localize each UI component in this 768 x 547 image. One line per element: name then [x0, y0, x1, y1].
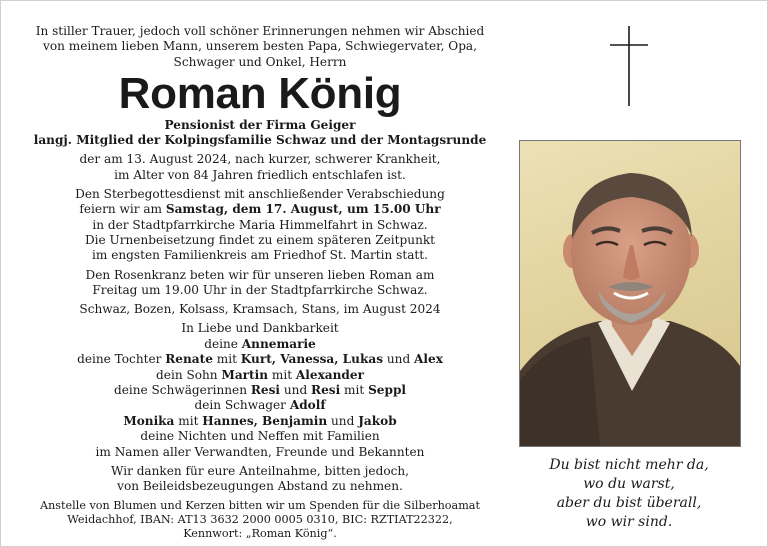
thanks-line: Wir danken für eure Anteilnahme, bitten jedoch, [110, 464, 410, 479]
thanks-block [30, 464, 490, 495]
family-line: deine Tochter Renate mit Kurt, Vanessa, Lukas und Alex [77, 352, 443, 367]
service-date: Samstag, dem 17. August, um 15.00 Uhr [165, 202, 441, 217]
rosary-block [30, 268, 490, 299]
poem-line: Du bist nicht mehr da, [549, 457, 709, 473]
service-line: im engsten Familienkreis am Friedhof St. Martin statt. [92, 248, 428, 263]
family-block [30, 321, 490, 460]
service-line: feiern wir am Samstag, dem 17. August, um 15.00 Uhr [79, 202, 441, 217]
family-line: dein Schwager Adolf [194, 398, 326, 413]
poem [520, 456, 738, 532]
intro-line: In stiller Trauer, jedoch voll schöner Erinnerungen nehmen wir Abschied [35, 24, 485, 38]
death-block [30, 152, 490, 183]
intro-line: von meinem lieben Mann, unserem besten Papa, Schwiegervater, Opa, [43, 39, 477, 54]
family-line: im Namen aller Verwandten, Freunde und Bekannten [95, 444, 425, 459]
poem-line: wo wir sind. [585, 514, 673, 530]
donation-block [30, 499, 490, 542]
donation-line: Weidachhof, IBAN: AT13 3632 2000 0005 0310, BIC: RZTIAT22322, [67, 512, 453, 526]
thanks-line: von Beileidsbezeugungen Abstand zu nehmen. [117, 479, 403, 494]
cross-icon [608, 26, 650, 106]
intro-block [30, 24, 490, 70]
donation-line: Anstelle von Blumen und Kerzen bitten wir um Spenden für die Silberhoamat [40, 498, 480, 512]
family-line: Monika mit Hannes, Benjamin und Jakob [123, 413, 397, 428]
service-line: in der Stadtpfarrkirche Maria Himmelfahrt in Schwaz. [92, 217, 428, 232]
portrait-illustration [520, 141, 740, 446]
death-line: der am 13. August 2024, nach kurzer, schwerer Krankheit, [79, 152, 441, 167]
family-line: dein Sohn Martin mit Alexander [156, 367, 364, 382]
family-line: deine Nichten und Neffen mit Familien [140, 429, 380, 444]
service-line: Die Urnenbeisetzung findet zu einem späteren Zeitpunkt [84, 232, 436, 247]
place-date: Schwaz, Bozen, Kolsass, Kramsach, Stans, im August 2024 [79, 302, 441, 317]
title-line: Pensionist der Firma Geiger [164, 117, 356, 132]
poem-line: wo du warst, [583, 476, 675, 492]
family-line: deine Schwägerinnen Resi und Resi mit Seppl [113, 383, 407, 398]
intro-line: Schwager und Onkel, Herrn [173, 54, 347, 69]
death-line: im Alter von 84 Jahren friedlich entschlafen ist. [114, 167, 406, 182]
obituary-text [30, 24, 490, 541]
donation-line: Kennwort: „Roman König“. [183, 527, 337, 541]
title-line: langj. Mitglied der Kolpingsfamilie Schwaz und der Montagsrunde [33, 133, 487, 148]
portrait-photo [519, 140, 741, 447]
family-line: deine Annemarie [204, 336, 316, 351]
service-block [30, 187, 490, 263]
poem-line: aber du bist überall, [556, 495, 702, 511]
rosary-line: Freitag um 19.00 Uhr in der Stadtpfarrkirche Schwaz. [92, 282, 428, 297]
rosary-line: Den Rosenkranz beten wir für unseren lieben Roman am [85, 267, 435, 282]
service-line: Den Sterbegottesdienst mit anschließender Verabschiedung [75, 187, 445, 202]
family-line: In Liebe und Dankbarkeit [181, 321, 339, 336]
deceased-name: Roman König [118, 68, 402, 118]
